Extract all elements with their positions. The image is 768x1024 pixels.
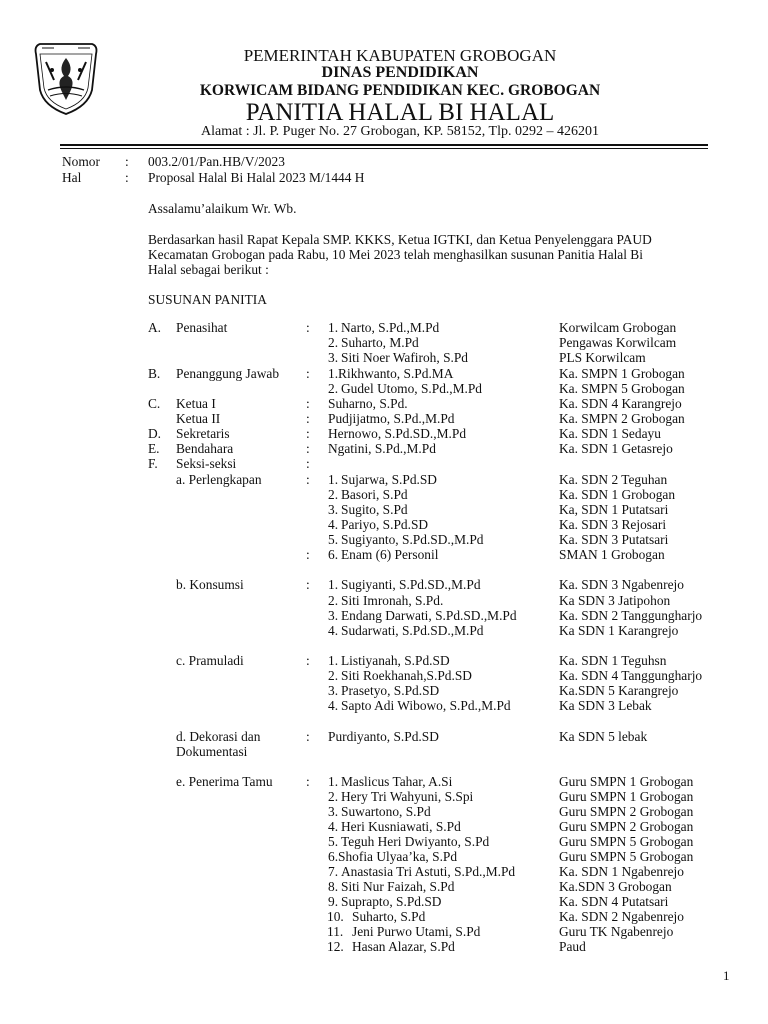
member-position: PLS Korwilcam [559,350,646,365]
member-number: 2. [328,789,339,804]
member-position: Ka. SDN 1 Getasrejo [559,441,673,456]
page-number: 1 [723,968,730,983]
member-position: Ka. SDN 1 Ngabenrejo [559,864,684,879]
member-position: Ka. SMPN 5 Grobogan [559,381,685,396]
role-label: Penasihat [176,320,228,335]
member-position: Ka. SDN 3 Putatsari [559,532,669,547]
member-number: 10. [327,909,344,924]
member-name: Gudel Utomo, S.Pd.,M.Pd [341,381,482,396]
role-colon: : [306,320,310,335]
member-number: 1. [328,774,339,789]
grobogan-emblem-logo [30,40,102,118]
member-name: Siti Noer Wafiroh, S.Pd [341,350,469,365]
header-rule-thick [60,144,708,146]
member-name: Siti Roekhanah,S.Pd.SD [341,668,472,683]
role-label: Ketua I [176,396,216,411]
role-label: Penanggung Jawab [176,366,280,381]
member-number: 1. [328,472,339,487]
member-number: 3. [328,502,339,517]
role-colon: : [306,366,310,381]
member-number: 11. [327,924,344,939]
member-position: Guru SMPN 2 Grobogan [559,804,694,819]
role-colon: : [306,774,310,789]
nomor-value: 003.2/01/Pan.HB/V/2023 [148,154,285,169]
member-number: 2. [328,593,339,608]
member-name: 1.Rikhwanto, S.Pd.MA [328,366,454,381]
role-label: Seksi-seksi [176,456,237,471]
nomor-label: Nomor [62,154,100,169]
member-position: Ka. SDN 2 Teguhan [559,472,668,487]
member-number: 8. [328,879,339,894]
role-label: Dokumentasi [176,744,248,759]
nomor-colon: : [125,154,129,169]
intro-line: Kecamatan Grobogan pada Rabu, 10 Mei 2023 telah menghasilkan susunan Panitia Halal Bi [148,247,643,262]
role-colon: : [306,653,310,668]
section-letter: B. [148,366,161,381]
member-name: Sudarwati, S.Pd.SD.,M.Pd [341,623,484,638]
intro-line: Berdasarkan hasil Rapat Kepala SMP. KKKS, Ketua IGTKI, dan Ketua Penyelenggara PAUD [148,232,652,247]
role-colon: : [306,441,310,456]
section-letter: E. [148,441,160,456]
member-number: 4. [328,819,339,834]
role-label: Sekretaris [176,426,230,441]
member-name: Hery Tri Wahyuni, S.Spi [341,789,474,804]
member-name: 6.Shofia Ulyaa’ka, S.Pd [328,849,458,864]
intro-line: Halal sebagai berikut : [148,262,269,277]
member-number: 7. [328,864,339,879]
member-name: Narto, S.Pd.,M.Pd [341,320,440,335]
member-number: 4. [328,623,339,638]
member-name: Suprapto, S.Pd.SD [341,894,442,909]
section-letter: F. [148,456,158,471]
member-number: 1. [328,653,339,668]
hal-colon: : [125,170,129,185]
role-colon: : [306,456,310,471]
member-number: 2. [328,335,339,350]
member-name: Suwartono, S.Pd [341,804,431,819]
role-label: Ketua II [176,411,221,426]
member-name: Sugito, S.Pd [341,502,408,517]
role-colon: : [306,396,310,411]
role-label: Bendahara [176,441,234,456]
member-number: 1. [328,577,339,592]
header-rule-thin [60,148,708,149]
member-name: Purdiyanto, S.Pd.SD [328,729,439,744]
member-name: Suharto, S.Pd [352,909,426,924]
member-position: Guru SMPN 1 Grobogan [559,789,694,804]
office-name: KORWICAM BIDANG PENDIDIKAN KEC. GROBOGAN [199,82,601,99]
member-number: 2. [328,668,339,683]
member-number: 3. [328,683,339,698]
member-name: Endang Darwati, S.Pd.SD.,M.Pd [341,608,517,623]
section-letter: C. [148,396,161,411]
member-number: 4. [328,698,339,713]
member-position: Ka.SDN 3 Grobogan [559,879,672,894]
role-colon: : [306,577,310,592]
hal-label: Hal [62,170,82,185]
role-label: e. Penerima Tamu [176,774,273,789]
member-name: Prasetyo, S.Pd.SD [341,683,440,698]
member-position: Ka SDN 5 lebak [559,729,648,744]
role-colon: : [306,472,310,487]
member-name: Sugiyanto, S.Pd.SD.,M.Pd [341,532,484,547]
member-position: Ka SDN 3 Jatipohon [559,593,671,608]
member-position: Guru TK Ngabenrejo [559,924,674,939]
member-position: Ka SDN 1 Karangrejo [559,623,679,638]
role-label: a. Perlengkapan [176,472,262,487]
section-letter: D. [148,426,162,441]
member-position: Ka. SDN 1 Teguhsn [559,653,667,668]
member-number: 5. [328,834,339,849]
member-position: Guru SMPN 5 Grobogan [559,834,694,849]
role-colon: : [306,411,310,426]
role-label: b. Konsumsi [176,577,244,592]
member-position: Pengawas Korwilcam [559,335,677,350]
member-position: Ka. SDN 4 Putatsari [559,894,669,909]
greeting: Assalamu’alaikum Wr. Wb. [148,201,297,216]
government-name: PEMERINTAH KABUPATEN GROBOGAN [243,46,557,65]
member-number: 12. [327,939,344,954]
member-number: 5. [328,532,339,547]
member-name: Sujarwa, S.Pd.SD [341,472,437,487]
member-position: Ka. SDN 1 Grobogan [559,487,676,502]
role-label: d. Dekorasi dan [176,729,261,744]
member-name: Basori, S.Pd [341,487,408,502]
member-position: Ka. SDN 3 Ngabenrejo [559,577,684,592]
department-name: DINAS PENDIDIKAN [321,64,479,81]
role-colon: : [306,729,310,744]
member-position: SMAN 1 Grobogan [559,547,665,562]
member-number: 1. [328,320,339,335]
member-position: Ka. SDN 4 Karangrejo [559,396,682,411]
member-name: Sapto Adi Wibowo, S.Pd.,M.Pd [341,698,511,713]
member-position: Guru SMPN 5 Grobogan [559,849,694,864]
member-name: Jeni Purwo Utami, S.Pd [352,924,481,939]
member-position: Ka. SDN 1 Sedayu [559,426,661,441]
member-name: Listiyanah, S.Pd.SD [341,653,450,668]
member-name: Siti Nur Faizah, S.Pd [341,879,455,894]
committee-title: PANITIA HALAL BI HALAL [245,99,555,126]
member-position: Ka.SDN 5 Karangrejo [559,683,679,698]
member-name: Pudjijatmo, S.Pd.,M.Pd [328,411,455,426]
role-colon: : [306,426,310,441]
section-letter: A. [148,320,162,335]
member-number: 4. [328,517,339,532]
member-position: Ka. SDN 2 Ngabenrejo [559,909,684,924]
member-position: Ka. SDN 3 Rejosari [559,517,667,532]
member-name: Teguh Heri Dwiyanto, S.Pd [341,834,490,849]
member-number: 9. [328,894,339,909]
member-name: Anastasia Tri Astuti, S.Pd.,M.Pd [341,864,516,879]
member-number: 6. [328,547,339,562]
section-title: SUSUNAN PANITIA [148,292,267,307]
member-position: Guru SMPN 2 Grobogan [559,819,694,834]
member-name: Heri Kusniawati, S.Pd [341,819,461,834]
member-number: 3. [328,608,339,623]
member-number: 3. [328,804,339,819]
address-line: Alamat : Jl. P. Puger No. 27 Grobogan, KP. 58152, Tlp. 0292 – 426201 [201,124,599,139]
role-label: c. Pramuladi [176,653,244,668]
member-name: Suharto, M.Pd [341,335,419,350]
member-name: Sugiyanti, S.Pd.SD.,M.Pd [341,577,481,592]
member-position: Ka. SDN 2 Tanggungharjo [559,608,703,623]
member-number: 2. [328,487,339,502]
role-colon: : [306,547,310,562]
member-name: Pariyo, S.Pd.SD [341,517,429,532]
member-position: Paud [559,939,586,954]
member-position: Ka. SMPN 2 Grobogan [559,411,685,426]
member-position: Ka SDN 3 Lebak [559,698,652,713]
member-name: Maslicus Tahar, A.Si [341,774,453,789]
member-name: Siti Imronah, S.Pd. [341,593,444,608]
member-name: Enam (6) Personil [341,547,439,562]
member-name: Hernowo, S.Pd.SD.,M.Pd [328,426,467,441]
member-name: Ngatini, S.Pd.,M.Pd [328,441,436,456]
member-number: 2. [328,381,339,396]
member-name: Hasan Alazar, S.Pd [352,939,455,954]
member-number: 3. [328,350,339,365]
member-position: Guru SMPN 1 Grobogan [559,774,694,789]
hal-value: Proposal Halal Bi Halal 2023 M/1444 H [148,170,365,185]
member-position: Korwilcam Grobogan [559,320,677,335]
member-position: Ka. SMPN 1 Grobogan [559,366,685,381]
member-name: Suharno, S.Pd. [328,396,408,411]
member-position: Ka, SDN 1 Putatsari [559,502,669,517]
member-position: Ka. SDN 4 Tanggungharjo [559,668,703,683]
